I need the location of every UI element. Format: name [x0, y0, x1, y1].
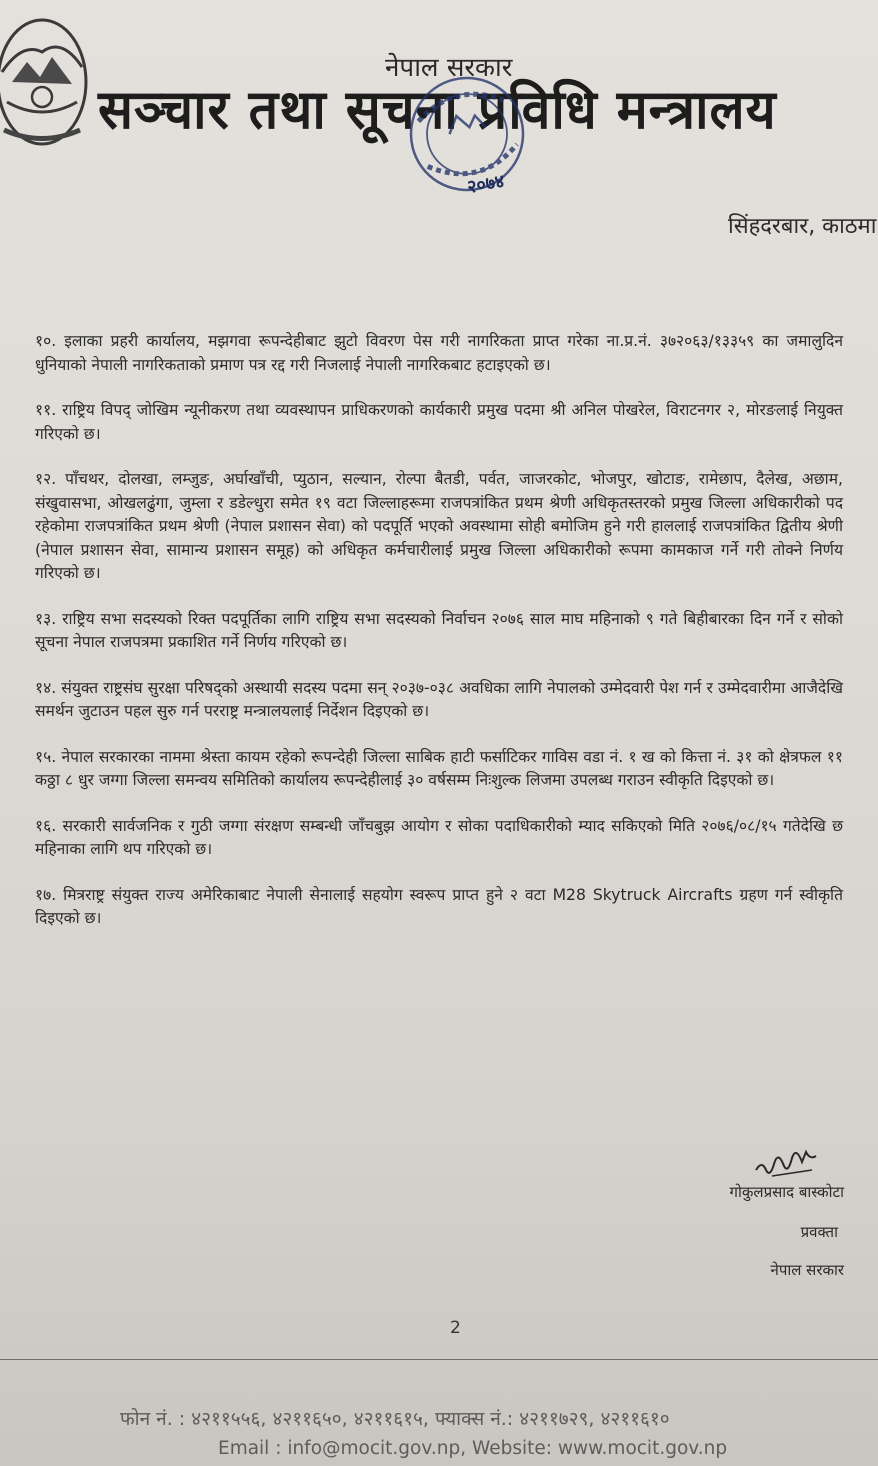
handwritten-signature — [752, 1140, 822, 1180]
page-number: 2 — [450, 1318, 461, 1338]
stamp-year: २०७४ — [465, 170, 507, 199]
decision-paragraph: १५. नेपाल सरकारका नाममा श्रेस्ता कायम रहेको रूपन्देही जिल्ला साबिक हाटी फर्साटिकर गाविस वडा नं. १ ख को कित्ता नं. ३१ को क्षेत्रफल ११ कठ्ठा ८ धुर जग्गा जिल्ला समन्वय समितिको कार्यालय रूपन्देहीलाई ३० वर्षसम्म निःशुल्क लिजमा उपलब्ध गराउन स्वीकृति दिइएको छ। — [35, 747, 843, 789]
decision-paragraph: ११. राष्ट्रिय विपद् जोखिम न्यूनीकरण तथा व्यवस्थापन प्राधिकरणको कार्यकारी प्रमुख पदमा श्री अनिल पोखरेल, विराटनगर २, मोरङलाई नियुक्त गरिएको छ। — [35, 401, 843, 443]
decision-paragraph: १३. राष्ट्रिय सभा सदस्यको रिक्त पदपूर्तिका लागि राष्ट्रिय सभा सदस्यको निर्वाचन २०७६ साल माघ महिनाको ९ गते बिहीबारका दिन गर्ने र सोको सूचना नेपाल राजपत्रमा प्रकाशित गर्ने निर्णय गरिएको छ। — [35, 609, 843, 651]
ministry-title: सञ्चार तथा सूचना प्रविधि मन्त्रालय — [98, 78, 777, 141]
footer-divider — [0, 1359, 878, 1360]
signer-title: प्रवक्ता — [800, 1223, 838, 1241]
signer-organization: नेपाल सरकार — [770, 1261, 844, 1279]
decision-paragraph: १७. मित्रराष्ट्र संयुक्त राज्य अमेरिकाबाट नेपाली सेनालाई सहयोग स्वरूप प्राप्त हुने २ वटा M28 Skytruck Aircrafts ग्रहण गर्न स्वीकृति दिइएको छ। — [35, 885, 843, 927]
decision-paragraph: १२. पाँचथर, दोलखा, लम्जुङ, अर्घाखाँची, प्युठान, सल्यान, रोल्पा बैतडी, पर्वत, जाजरकोट, भोजपुर, खोटाङ, रामेछाप, दैलेख, अछाम, संखुवासभा, ओखलढुंगा, जुम्ला र डडेल्धुरा समेत १९ वटा जिल्लाहरूमा राजपत्रांकित प्रथम श्रेणी अधिकृतस्तरको प्रमुख जिल्ला अधिकारीको पद रहेकोमा राजपत्रांकित प्रथम श्रेणी (नेपाल प्रशासन सेवा) को पदपूर्ति भएको अवस्थामा सोही बमोजिम हुने गरी हाललाई राजपत्रांकित द्वितीय श्रेणी (नेपाल प्रशासन सेवा, सामान्य प्रशासन समूह) को अधिकृत कर्मचारीलाई प्रमुख जिल्ला अधिकारीको रूपमा कामकाज गर्ने गरी तोक्ने निर्णय गरिएको छ। — [35, 470, 843, 582]
decision-paragraph: १६. सरकारी सार्वजनिक र गुठी जग्गा संरक्षण सम्बन्धी जाँचबुझ आयोग र सोका पदाधिकारीको म्याद सकिएको मिति २०७६/०८/१५ गतेदेखि छ महिनाका लागि थप गरिएको छ। — [35, 816, 843, 858]
signer-name: गोकुलप्रसाद बास्कोटा — [729, 1183, 844, 1201]
decision-paragraph: १०. इलाका प्रहरी कार्यालय, मझगवा रूपन्देहीबाट झुटो विवरण पेस गरी नागरिकता प्राप्त गरेका ना.प्र.नं. ३७२०६३/१३३५९ का जमालुदिन धुनियाको नेपाली नागरिकताको प्रमाण पत्र रद्द गरी निजलाई नेपाली नागरिकबाट हटाइएको छ। — [35, 332, 843, 374]
decision-paragraph: १४. संयुक्त राष्ट्रसंघ सुरक्षा परिषद्को अस्थायी सदस्य पदमा सन् २०३७-०३८ अवधिका लागि नेपालको उम्मेदवारी पेश गर्न र उम्मेदवारीमा आजैदेखि समर्थन जुटाउन पहल सुरु गर्न परराष्ट्र मन्त्रालयलाई निर्देशन दिइएको छ। — [35, 678, 843, 720]
government-label: नेपाल सरकार — [385, 53, 513, 83]
decision-list — [35, 330, 843, 953]
address-line: सिंहदरबार, काठमा — [728, 214, 877, 239]
nepal-emblem-logo — [0, 12, 92, 152]
footer-phone: फोन नं. : ४२११५५६, ४२११६५०, ४२११६१५, फ्याक्स नं.: ४२११७२९, ४२११६१० — [120, 1408, 670, 1430]
footer-email: Email : info@mocit.gov.np, Website: www.mocit.gov.np — [218, 1438, 728, 1459]
